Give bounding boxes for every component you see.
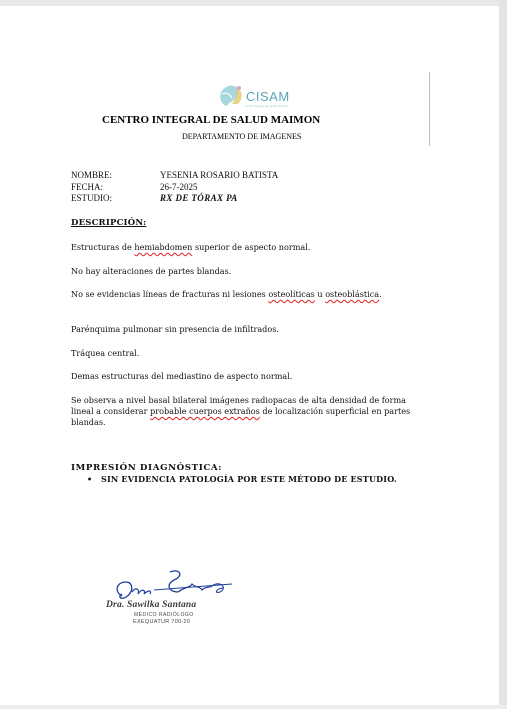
page-bottom-edge	[0, 705, 507, 709]
department-name: DEPARTAMENTO DE IMAGENES	[182, 132, 302, 141]
study-label: ESTUDIO:	[71, 193, 112, 203]
page-right-edge	[499, 0, 507, 709]
finding-lungs: Parénquima pulmonar sin presencia de infiltrados.	[71, 324, 279, 334]
logo-wordmark: CISAM	[246, 89, 290, 104]
spellcheck-flag: probable cuerpos extraños	[150, 406, 260, 416]
finding-text: No se evidencias líneas de fracturas ni lesiones	[71, 289, 269, 299]
finding-soft-tissue: No hay alteraciones de partes blandas.	[71, 266, 232, 276]
finding-text: de localización superficial en partes blandas.	[71, 406, 411, 427]
page-top-edge	[0, 0, 507, 6]
spellcheck-flag: hemiabdomen	[134, 242, 193, 252]
description-title: DESCRIPCIÓN:	[71, 218, 147, 228]
patient-name-value: YESENIA ROSARIO BATISTA	[160, 170, 279, 180]
study-value: RX DE TÓRAX PA	[160, 193, 238, 203]
impression-title: IMPRESIÓN DIAGNÓSTICA:	[71, 463, 223, 473]
finding-text: .	[379, 289, 382, 299]
impression-item	[87, 474, 397, 484]
finding-text: superior de aspecto normal.	[192, 242, 311, 252]
spellcheck-flag: osteolíticas	[268, 289, 315, 299]
clinic-name: CENTRO INTEGRAL DE SALUD MAIMON	[102, 114, 321, 126]
date-label: FECHA:	[71, 182, 104, 192]
header-divider	[429, 72, 430, 146]
finding-radiopaque	[71, 395, 431, 428]
bullet-marker: •	[87, 474, 93, 484]
signer-name: Dra. Sawilka Santana	[106, 600, 197, 610]
signer-role: MÉDICO RADIÓLOGO	[134, 612, 194, 618]
patient-name-label: NOMBRE:	[71, 170, 113, 180]
finding-mediastinum: Demas estructuras del mediastino de aspecto normal.	[71, 371, 293, 381]
date-value: 26-7-2025	[160, 182, 198, 192]
impression-text: SIN EVIDENCIA PATOLOGÍA POR ESTE MÉTODO DE ESTUDIO.	[101, 474, 397, 484]
signer-license: EXEQUATUR 700-20	[133, 619, 191, 625]
finding-fractures	[71, 289, 431, 300]
finding-text: u	[314, 289, 326, 299]
finding-trachea: Tráquea central.	[71, 348, 140, 358]
finding-text: Se observa a nivel basal bilateral imágenes radiopacas de alta densidad de forma lineal a considerar	[71, 395, 406, 416]
spellcheck-flag: osteoblástica	[325, 289, 380, 299]
logo-subtext: centro integral de salud maimon	[245, 104, 288, 108]
finding-abdomen	[71, 242, 431, 253]
finding-text: Estructuras de	[71, 242, 135, 252]
